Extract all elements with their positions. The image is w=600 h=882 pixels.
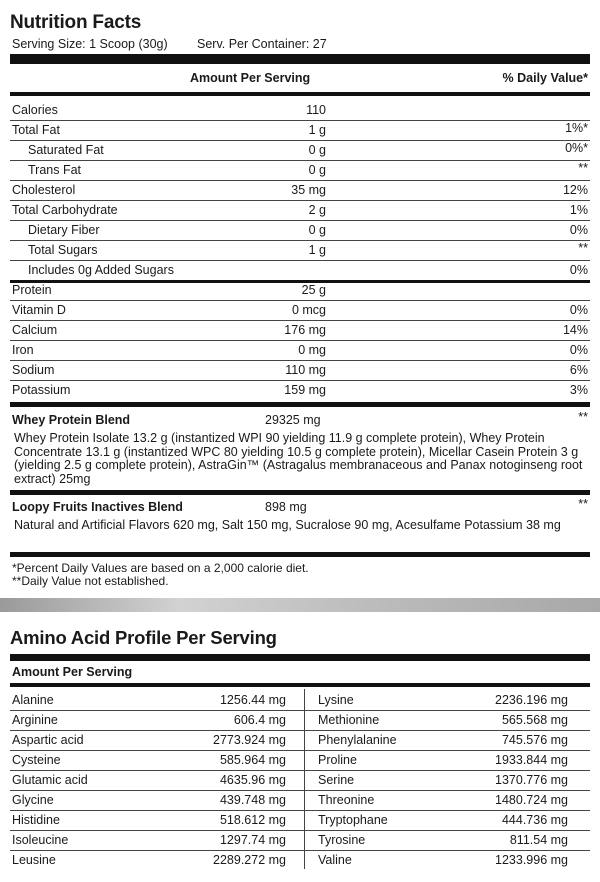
blend1-name: Whey Protein Blend: [12, 413, 131, 427]
amino-row-divider: [10, 810, 590, 811]
row-divider: [10, 180, 590, 181]
amino-header-divider: [10, 683, 590, 687]
nutrient-amount: 110: [306, 103, 326, 117]
nutrient-label: Potassium: [12, 383, 71, 397]
amino-row-divider: [10, 750, 590, 751]
amino-name: Valine: [318, 853, 352, 867]
amino-amount: 518.612 mg: [219, 813, 286, 827]
amino-amount: 2236.196 mg: [495, 693, 568, 707]
amino-name: Glutamic acid: [12, 773, 88, 787]
amino-amount: 444.736 mg: [501, 813, 568, 827]
nutrient-amount: 110 mg: [285, 363, 326, 377]
amino-name: Threonine: [318, 793, 375, 807]
nutrient-amount: 0 g: [308, 143, 326, 157]
nutrient-label: Trans Fat: [28, 163, 82, 177]
nutrient-daily-value: 0%: [569, 343, 588, 357]
blend2-name: Loopy Fruits Inactives Blend: [12, 500, 183, 514]
servings-per-container: Serv. Per Container: 27: [197, 37, 327, 51]
thick-divider: [10, 54, 590, 64]
nutrient-label: Total Sugars: [28, 243, 98, 257]
row-divider: [10, 200, 590, 201]
amino-name: Lysine: [318, 693, 354, 707]
nutrient-label: Cholesterol: [12, 183, 76, 197]
amino-name: Tryptophane: [318, 813, 388, 827]
blend2-description: Natural and Artificial Flavors 620 mg, Salt 150 mg, Sucralose 90 mg, Acesulfame Potassium 38 mg: [14, 518, 561, 532]
nutrient-daily-value: **: [578, 161, 588, 175]
nutrient-daily-value: 0%: [569, 223, 588, 237]
amino-amount: 1370.776 mg: [495, 773, 568, 787]
blend1-amount: 29325 mg: [265, 413, 321, 427]
nutrient-label: Total Carbohydrate: [12, 203, 118, 217]
amino-row-divider: [10, 710, 590, 711]
nutrient-label: Saturated Fat: [28, 143, 104, 157]
amino-row-divider: [10, 830, 590, 831]
nutrient-label: Total Fat: [12, 123, 60, 137]
amino-amount: 606.4 mg: [233, 713, 286, 727]
blend2-amount: 898 mg: [265, 500, 307, 514]
nutrient-amount: 0 mcg: [291, 303, 326, 317]
amino-amount: 439.748 mg: [219, 793, 286, 807]
amino-name: Leusine: [12, 853, 56, 867]
amino-name: Phenylalanine: [318, 733, 397, 747]
nutrient-daily-value: 14%: [562, 323, 588, 337]
nutrient-amount: 1 g: [308, 243, 326, 257]
nutrient-label: Iron: [12, 343, 34, 357]
amino-name: Tyrosine: [318, 833, 366, 847]
amino-title: Amino Acid Profile Per Serving: [10, 627, 277, 648]
amino-amount: 811.54 mg: [509, 833, 568, 847]
nutrient-daily-value: 0%: [569, 263, 588, 277]
amino-amount: 1297.74 mg: [219, 833, 286, 847]
row-divider: [10, 300, 590, 301]
amino-name: Proline: [318, 753, 357, 767]
amino-amount-header: Amount Per Serving: [12, 665, 133, 679]
nutrient-amount: 2 g: [308, 203, 326, 217]
nutrient-label: Includes 0g Added Sugars: [28, 263, 174, 277]
row-divider: [10, 380, 590, 381]
header-divider: [10, 92, 590, 96]
nutrient-label: Protein: [12, 283, 52, 297]
footnote-dv-basis: *Percent Daily Values are based on a 2,000 calorie diet.: [12, 561, 309, 575]
nutrient-amount: 0 g: [308, 223, 326, 237]
nutrient-amount: 0 g: [308, 163, 326, 177]
blend-divider: [10, 402, 590, 407]
amino-amount: 1933.844 mg: [495, 753, 568, 767]
nutrient-daily-value: 3%: [569, 383, 588, 397]
nutrient-amount: 25 g: [301, 283, 326, 297]
nutrient-label: Calories: [12, 103, 58, 117]
amino-amount: 585.964 mg: [219, 753, 286, 767]
footnote-divider: [10, 552, 590, 557]
amino-amount: 1256.44 mg: [219, 693, 286, 707]
amino-amount: 2289.272 mg: [213, 853, 286, 867]
nutrient-label: Sodium: [12, 363, 55, 377]
nutrient-label: Vitamin D: [12, 303, 66, 317]
blend1-description: Whey Protein Isolate 13.2 g (instantized WPI 90 yielding 11.9 g complete protein), Whey Protein Concentrate 13.1 g (instantized WPC 80 yielding 10.5 g complete protein), Micellar Casein Protein 3 g (yielding 2.5 g complete protein), AstraGin™ (Astragalus membranaceous and Panax notoginseng root extract) 25mg: [14, 431, 583, 486]
nutrient-daily-value: 1%: [569, 203, 588, 217]
daily-value-header: % Daily Value*: [502, 71, 588, 85]
blend2-divider: [10, 490, 590, 495]
nutrient-amount: 159 mg: [284, 383, 326, 397]
nutrient-daily-value: 6%: [569, 363, 588, 377]
footnote-dv-not-established: **Daily Value not established.: [12, 574, 169, 588]
nutrient-daily-value: 0%*: [565, 141, 588, 155]
amino-name: Methionine: [318, 713, 380, 727]
amino-row-divider: [10, 770, 590, 771]
row-divider: [10, 360, 590, 361]
row-divider: [10, 260, 590, 261]
amino-name: Histidine: [12, 813, 60, 827]
amino-row-divider: [10, 790, 590, 791]
nutrient-label: Calcium: [12, 323, 58, 337]
amino-amount: 2773.924 mg: [213, 733, 286, 747]
row-divider: [10, 220, 590, 221]
amino-name: Serine: [318, 773, 355, 787]
amino-row-divider: [10, 730, 590, 731]
amino-name: Glycine: [12, 793, 54, 807]
amino-name: Arginine: [12, 713, 58, 727]
amino-name: Aspartic acid: [12, 733, 84, 747]
amino-name: Alanine: [12, 693, 54, 707]
amino-thick-divider: [10, 654, 590, 661]
nutrient-amount: 1 g: [308, 123, 326, 137]
amino-amount: 745.576 mg: [501, 733, 568, 747]
amount-per-serving-header: Amount Per Serving: [190, 71, 311, 85]
amino-row-divider: [10, 850, 590, 851]
amino-name: Isoleucine: [12, 833, 69, 847]
nutrient-amount: 0 mg: [298, 343, 326, 357]
nutrient-daily-value: 0%: [569, 303, 588, 317]
serving-size: Serving Size: 1 Scoop (30g): [12, 37, 168, 51]
nutrition-title: Nutrition Facts: [10, 12, 142, 33]
row-divider: [10, 320, 590, 321]
blend2-dv: **: [578, 497, 588, 511]
row-divider: [10, 340, 590, 341]
amino-amount: 565.568 mg: [501, 713, 568, 727]
amino-name: Cysteine: [12, 753, 61, 767]
nutrient-amount: 35 mg: [291, 183, 326, 197]
amino-amount: 1233.996 mg: [495, 853, 568, 867]
nutrient-daily-value: 1%*: [565, 121, 588, 135]
amino-amount: 1480.724 mg: [495, 793, 568, 807]
amino-amount: 4635.96 mg: [219, 773, 286, 787]
amino-column-divider: [304, 689, 305, 869]
amino-acid-panel: [0, 612, 600, 882]
nutrient-amount: 176 mg: [284, 323, 326, 337]
nutrient-daily-value: 12%: [562, 183, 588, 197]
nutrient-label: Dietary Fiber: [28, 223, 100, 237]
blend1-dv: **: [578, 410, 588, 424]
nutrient-daily-value: **: [578, 241, 588, 255]
